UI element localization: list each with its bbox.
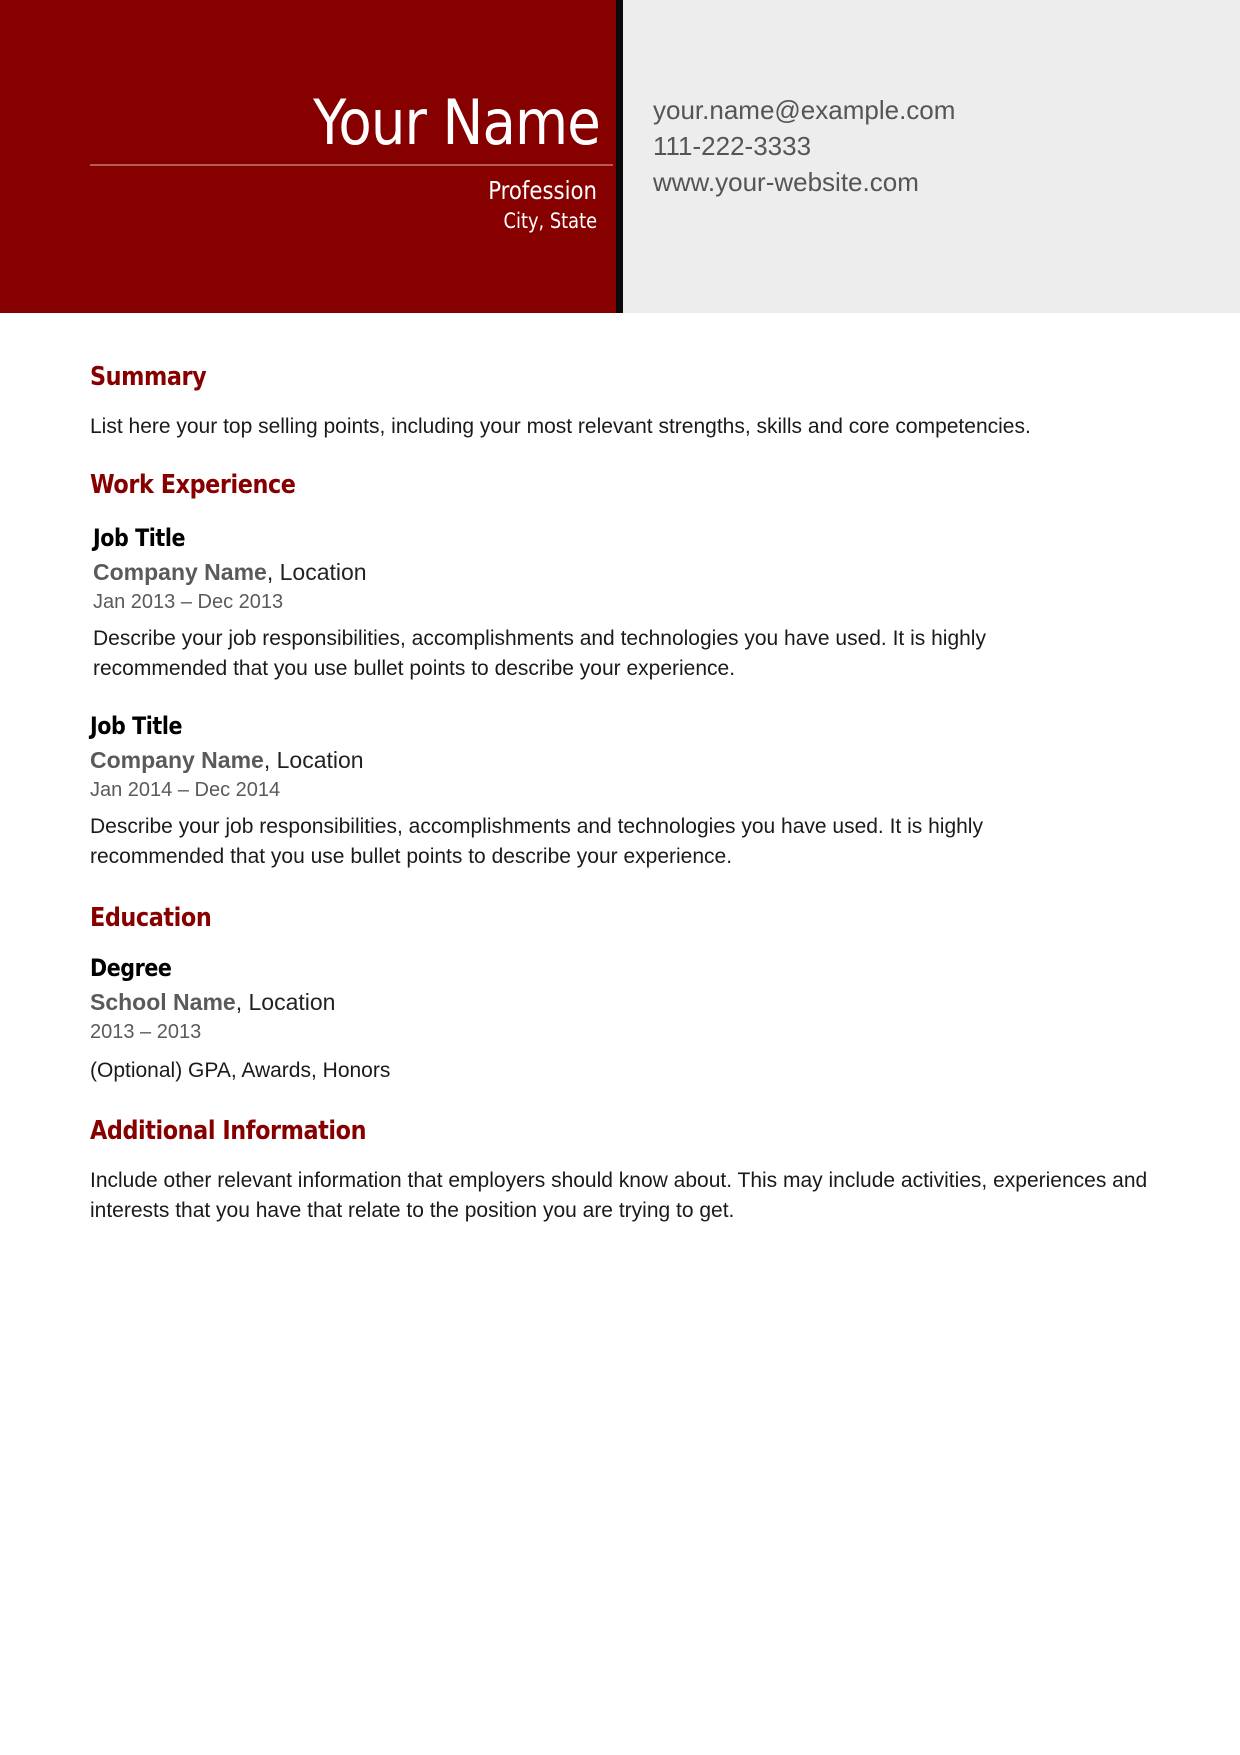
job-company-line — [90, 744, 1090, 776]
contact-list — [653, 92, 955, 200]
education-notes: (Optional) GPA, Awards, Honors — [90, 1059, 391, 1082]
location: City, State — [503, 209, 597, 233]
contact-phone[interactable]: 111-222-3333 — [653, 131, 812, 161]
school-line — [90, 986, 1090, 1018]
section-title: Education — [90, 903, 212, 933]
summary-text: List here your top selling points, including your most relevant strengths, skills and core competencies. — [90, 415, 1031, 438]
resume-header — [0, 0, 1240, 313]
job-dates: Jan 2013 – Dec 2013 — [93, 591, 284, 613]
summary-section — [90, 362, 1031, 438]
job-description: Describe your job responsibilities, accomplishments and technologies you have used. It is highly recommended that you use bullet points to describe your experience. — [93, 627, 986, 680]
company-location: , Location — [266, 559, 367, 585]
job-entry — [93, 524, 1093, 684]
company-name: Company Name — [90, 747, 264, 773]
contact-website[interactable]: www.your-website.com — [653, 167, 919, 197]
school-name: School Name — [90, 989, 236, 1015]
job-company-line — [93, 556, 1093, 588]
company-location: , Location — [263, 747, 364, 773]
education-entry — [90, 954, 1090, 1086]
additional-text: Include other relevant information that employers should know about. This may include activities, experiences and interests that you have that relate to the position you are trying to get. — [90, 1169, 1148, 1222]
job-description: Describe your job responsibilities, accomplishments and technologies you have used. It is highly recommended that you use bullet points to describe your experience. — [90, 815, 983, 868]
work-experience-section — [90, 470, 986, 868]
company-name: Company Name — [93, 559, 267, 585]
section-title: Work Experience — [90, 470, 296, 500]
section-title: Summary — [90, 362, 207, 392]
section-title: Additional Information — [90, 1116, 367, 1146]
job-title: Job Title — [90, 712, 183, 740]
education-section — [90, 903, 391, 1082]
profession: Profession — [488, 176, 597, 205]
job-entry — [90, 712, 1090, 872]
degree: Degree — [90, 954, 172, 982]
resume-name: Your Name — [313, 86, 600, 159]
contact-email[interactable]: your.name@example.com — [653, 95, 956, 125]
job-title: Job Title — [93, 524, 186, 552]
school-location: , Location — [235, 989, 336, 1015]
name-underline — [90, 164, 613, 166]
job-dates: Jan 2014 – Dec 2014 — [90, 779, 281, 801]
education-dates: 2013 – 2013 — [90, 1021, 202, 1043]
additional-information-section — [90, 1116, 1148, 1222]
header-divider — [616, 0, 623, 313]
